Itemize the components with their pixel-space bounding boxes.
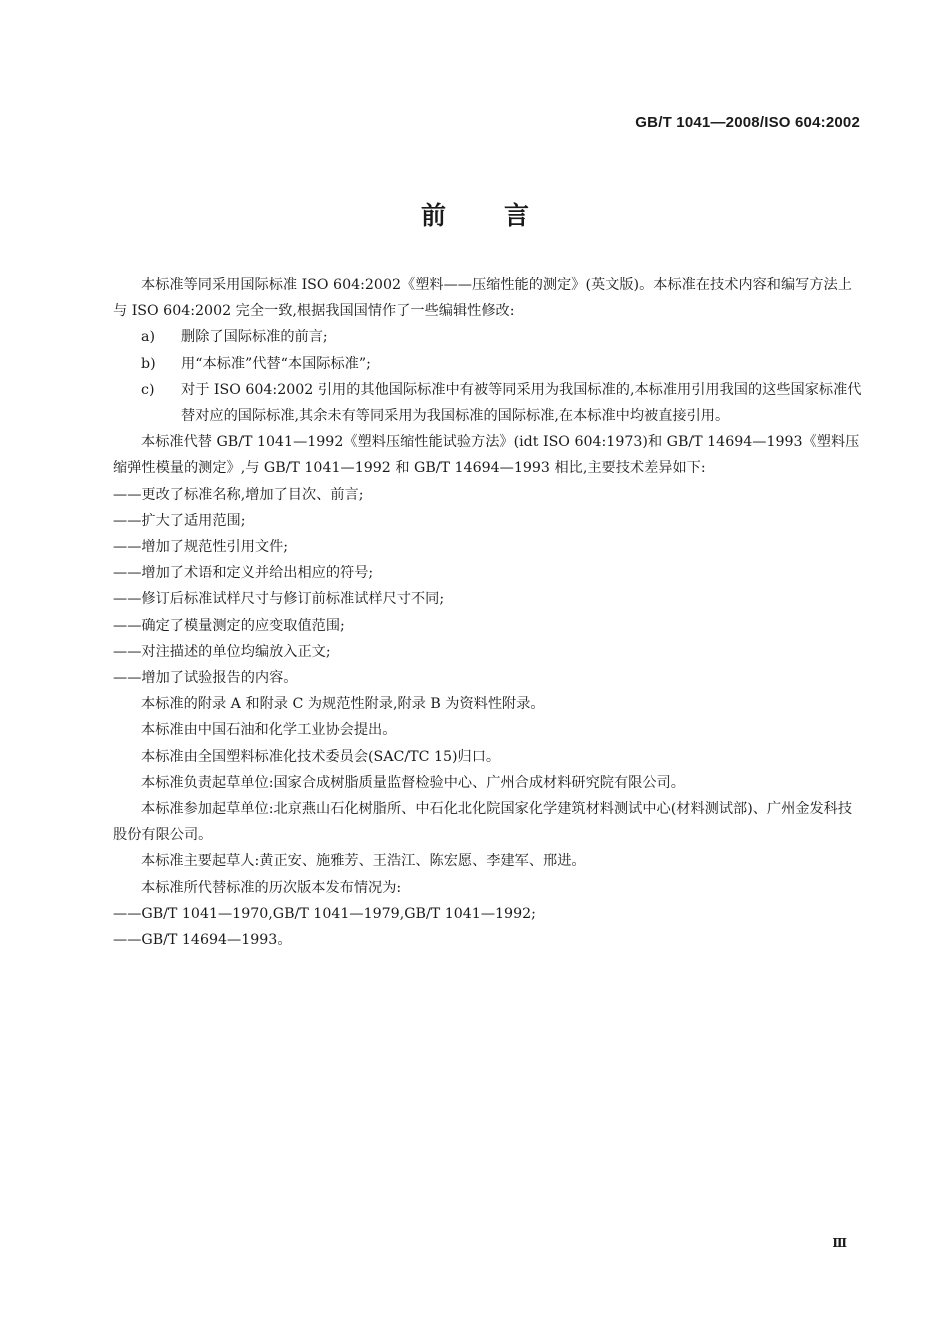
paragraph-committee: 本标准由全国塑料标准化技术委员会(SAC/TC 15)归口。 (141, 748, 501, 765)
difference-item: ——修订后标准试样尺寸与修订前标准试样尺寸不同; (113, 591, 445, 608)
difference-item: ——增加了试验报告的内容。 (113, 670, 298, 687)
page-title: 前言 (420, 201, 587, 230)
list-item-mark: a) (141, 329, 155, 346)
difference-item: ——对注描述的单位均编放入正文; (113, 643, 331, 660)
standard-code: GB/T 1041—2008/ISO 604:2002 (635, 114, 860, 131)
page-number: Ⅲ (832, 1236, 846, 1250)
paragraph-drafting-unit: 本标准负责起草单位:国家合成树脂质量监督检验中心、广州合成材料研究院有限公司。 (141, 774, 685, 791)
list-item (113, 351, 863, 377)
difference-item: ——增加了规范性引用文件; (113, 539, 289, 556)
paragraph-replacement: 本标准代替 GB/T 1041—1992《塑料压缩性能试验方法》(idt ISO 604:1973)和 GB/T 14694—1993《塑料压缩弹性模量的测定》,与 GB/T 1041—1992 和 GB/T 14694—1993 相比,主要技术差异如下: (113, 434, 860, 477)
list-item (113, 377, 863, 429)
list-item-text: 用“本标准”代替“本国际标准”; (181, 355, 371, 372)
paragraph-proposer: 本标准由中国石油和化学工业协会提出。 (141, 722, 397, 739)
paragraph-annexes: 本标准的附录 A 和附录 C 为规范性附录,附录 B 为资料性附录。 (141, 696, 545, 713)
list-item-mark: b) (141, 355, 156, 372)
difference-item: ——增加了术语和定义并给出相应的符号; (113, 565, 374, 582)
difference-item: ——更改了标准名称,增加了目次、前言; (113, 486, 364, 503)
list-item-mark: c) (141, 381, 155, 398)
list-item (113, 324, 863, 350)
list-item-text: 对于 ISO 604:2002 引用的其他国际标准中有被等同采用为我国标准的,本标准用引用我国的这些国家标准代替对应的国际标准,其余未有等同采用为我国标准的国际标准,在本标准中均被直接引用。 (181, 381, 862, 425)
paragraph-drafters: 本标准主要起草人:黄正安、施雅芳、王浩江、陈宏愿、李建军、邢进。 (141, 853, 586, 870)
list-item-text: 删除了国际标准的前言; (181, 329, 328, 346)
document-body (113, 272, 863, 953)
difference-item: ——确定了模量测定的应变取值范围; (113, 617, 345, 634)
paragraph-participating-units: 本标准参加起草单位:北京燕山石化树脂所、中石化北化院国家化学建筑材料测试中心(材料测试部)、广州金发科技股份有限公司。 (113, 801, 853, 844)
paragraph-adoption: 本标准等同采用国际标准 ISO 604:2002《塑料——压缩性能的测定》(英文版)。本标准在技术内容和编写方法上与 ISO 604:2002 完全一致,根据我国国情作了一些编辑性修改: (113, 277, 852, 320)
history-item: ——GB/T 14694—1993。 (113, 932, 292, 949)
difference-item: ——扩大了适用范围; (113, 512, 246, 529)
paragraph-history-intro: 本标准所代替标准的历次版本发布情况为: (141, 879, 402, 896)
history-item: ——GB/T 1041—1970,GB/T 1041—1979,GB/T 1041—1992; (113, 905, 536, 922)
